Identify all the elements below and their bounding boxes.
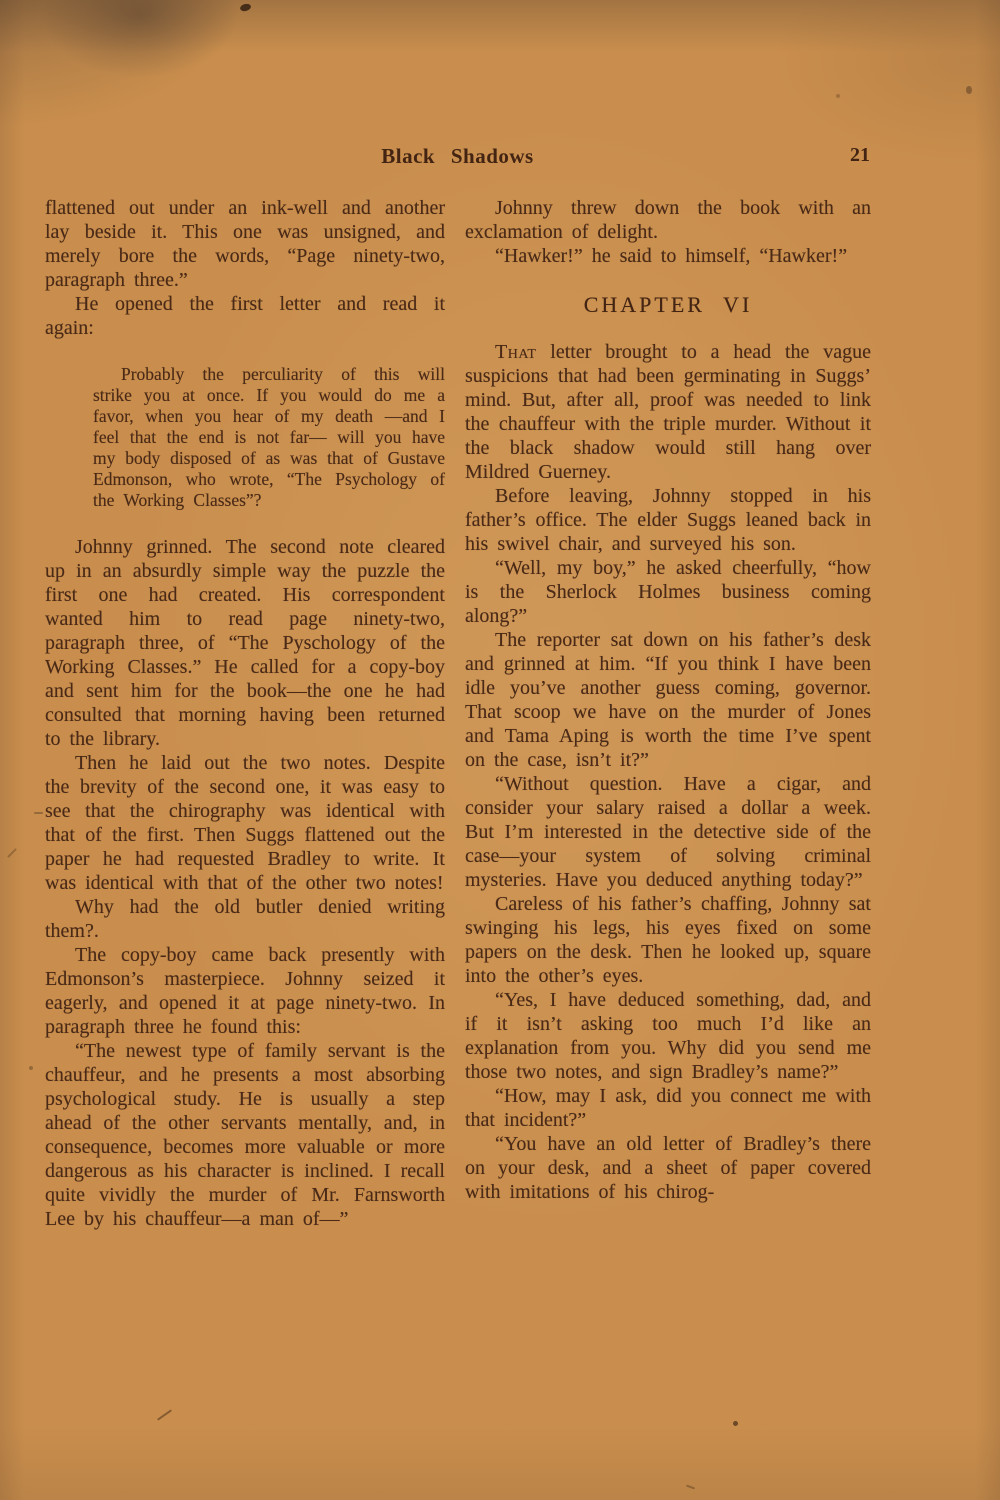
paragraph: “Yes, I have deduced something, dad, and if it isn’t asking too much I’d like an explanation from you. Why did you send me those two notes, and sign Bradley’s name?” [465, 989, 871, 1083]
ink-speck [29, 1066, 33, 1070]
left-column [45, 196, 445, 1231]
chapter-heading: CHAPTER VI [583, 292, 753, 317]
ink-speck [733, 1421, 738, 1426]
ink-speck [239, 3, 251, 13]
pencil-mark [157, 1409, 172, 1420]
page-number: 21 [850, 144, 870, 166]
chapter-lead-word: That [495, 341, 537, 363]
ink-speck [836, 94, 840, 98]
paragraph: Johnny threw down the book with an exclamation of delight. [465, 197, 871, 243]
paragraph: Then he laid out the two notes. Despite the brevity of the second one, it was easy to see that the chirography was identical with that of the first. Then Suggs flattened out the paper he had requested Bradley to write. It was identical with that of the other two notes! [45, 752, 445, 894]
paragraph: “Without question. Have a cigar, and consider your salary raised a dollar a week. But I’m interested in the detective side of the case—your system of solving criminal mysteries. Have you deduced anything today?” [465, 773, 871, 891]
paragraph [465, 340, 871, 484]
paragraph-text: letter brought to a head the vague suspicions that had been germinating in Suggs’ mind. But, after all, proof was needed to link the chauffeur with the triple murder. Without it the black shadow would still hang over Mildred Guerney. [465, 341, 871, 483]
paragraph: “The newest type of family servant is the chauffeur, and he presents a most absorbing psychological study. He is usually a step ahead of the other servants mentally, and, in consequence, becomes more valuable or more dangerous as his character is inclined. I recall quite vividly the murder of Mr. Farnsworth Lee by his chauffeur—a man of—” [45, 1040, 445, 1230]
pencil-mark [7, 848, 17, 858]
text-columns [45, 196, 871, 1231]
paragraph: “How, may I ask, did you connect me with that incident?” [465, 1085, 871, 1131]
letter-excerpt: Probably the perculiarity of this will strike you at once. If you would do me a favor, when you hear of my death —and I feel that the end is not far— will you have my body disposed of as was that of Gustave Edmonson, who wrote, “The Psychology of the Working Classes”? [93, 364, 445, 510]
right-column [465, 196, 871, 1231]
paragraph: The reporter sat down on his father’s desk and grinned at him. “If you think I have been idle you’ve another guess coming, governor. That scoop we have on the murder of Jones and Tama Aping is worth the time I’ve spent on the case, isn’t it?” [465, 629, 871, 771]
ink-speck [966, 86, 972, 94]
paragraph: Careless of his father’s chaffing, Johnny sat swinging his legs, his eyes fixed on some papers on the desk. Then he looked up, square into the other’s eyes. [465, 893, 871, 987]
paragraph: Why had the old butler denied writing them?. [45, 896, 445, 942]
paragraph: “You have an old letter of Bradley’s there on your desk, and a sheet of paper covered with imitations of his chirog- [465, 1133, 871, 1203]
paragraph: “Well, my boy,” he asked cheerfully, “how is the Sherlock Holmes business coming along?” [465, 557, 871, 627]
paragraph: He opened the first letter and read it again: [45, 293, 445, 339]
running-header [45, 144, 870, 170]
book-title: Black Shadows [381, 144, 534, 168]
paragraph: Before leaving, Johnny stopped in his father’s office. The elder Suggs leaned back in his swivel chair, and surveyed his son. [465, 485, 871, 555]
paragraph: “Hawker!” he said to himself, “Hawker!” [495, 245, 848, 267]
paragraph: Johnny grinned. The second note cleared up in an absurdly simple way the puzzle the first one had created. His correspondent wanted him to read page ninety-two, paragraph three, of “The Pyschology of the Working Classes.” He called for a copy-boy and sent him for the book—the one he had consulted that morning having been returned to the library. [45, 536, 445, 750]
pencil-mark [686, 1485, 695, 1490]
paragraph: The copy-boy came back presently with Edmonson’s masterpiece. Johnny seized it eagerly, and opened it at page ninety-two. In paragraph three he found this: [45, 944, 445, 1038]
stray-mark [34, 812, 43, 814]
paragraph: flattened out under an ink-well and another lay beside it. This one was unsigned, and merely bore the words, “Page ninety-two, paragraph three.” [45, 197, 445, 291]
